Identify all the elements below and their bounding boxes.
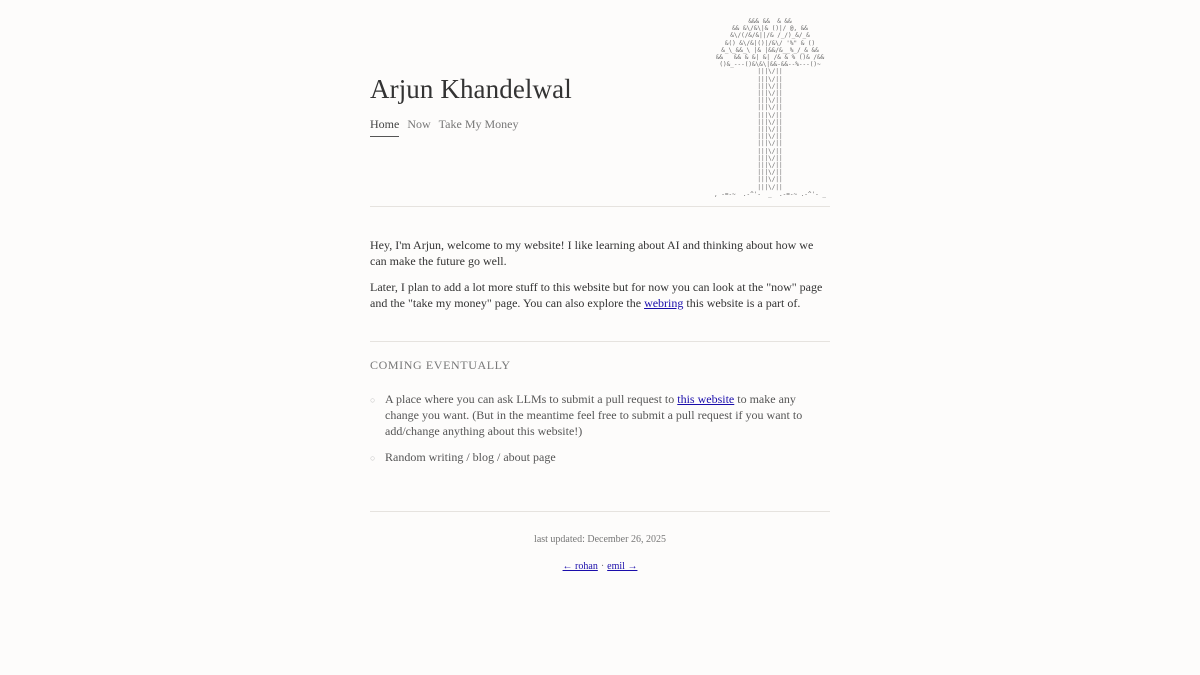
list-item-text: A place where you can ask LLMs to submit a pull request to [385,392,678,406]
webring-prev-link[interactable]: ← rohan [562,561,598,572]
list-item [370,449,830,465]
nav-now-link[interactable]: Now [407,117,431,131]
webring-link[interactable]: webring [644,296,684,310]
intro-p2-text-end: this website is a part of. [683,296,801,310]
page [370,0,830,572]
circle-bullet-icon: ○ [370,395,376,405]
list-item [370,391,830,439]
list-item-text: Random writing / blog / about page [385,450,556,464]
webring-separator: · [600,561,605,572]
intro-paragraph-2 [370,279,830,311]
intro-section [370,207,830,342]
circle-bullet-icon: ○ [370,453,376,463]
ascii-tree-art: &&& && & && && &\/&\|& ()|/ @, && &\/(/&/&||/& /_/)_&/_& &() &\/&|()|/&\/ '%" & () &_\_&&_\ |& |&&/&__%_/_& && && && & &| &| /& & % ()& /&& ()&_---()&\&\|&&-&&--%---()~ |||\/|| |||\/|| |||\/|| |||\/|| |||\/|| |||\/|| |||\/|| |||\/|| |||\/|| |||\/|| |||\/|| |||\/|| |||\/|| |||\/|| |||\/|| |||\/|| |||\/|| , -=-~ .-^'- _ .-=-~ .-^'- _ [714,18,826,198]
site-header [370,0,830,207]
this-website-link[interactable]: this website [677,392,735,406]
main-nav [370,117,518,137]
nav-take-my-money-link[interactable]: Take My Money [438,117,519,131]
webring-next-link[interactable]: emil → [607,561,638,572]
intro-p2-text: Later, I plan to add a lot more stuff to this website but for now you can look at the "now" page and the "take my money" page. You can also explore the [370,280,823,310]
last-updated-text: last updated: December 26, 2025 [534,534,666,545]
webring-navigation [370,561,830,572]
nav-home-link[interactable]: Home [370,117,399,137]
site-title: Arjun Khandelwal [370,74,572,104]
coming-eventually-list [370,391,830,465]
site-footer [370,511,830,572]
intro-paragraph-1: Hey, I'm Arjun, welcome to my website! I like learning about AI and thinking about how we can make the future go well. [370,238,814,268]
list-item-text-end: to make any change you want. (But in the meantime feel free to submit a pull request if you want to add/change anything about this website!) [385,392,803,438]
coming-eventually-heading: COMING EVENTUALLY [370,358,511,372]
